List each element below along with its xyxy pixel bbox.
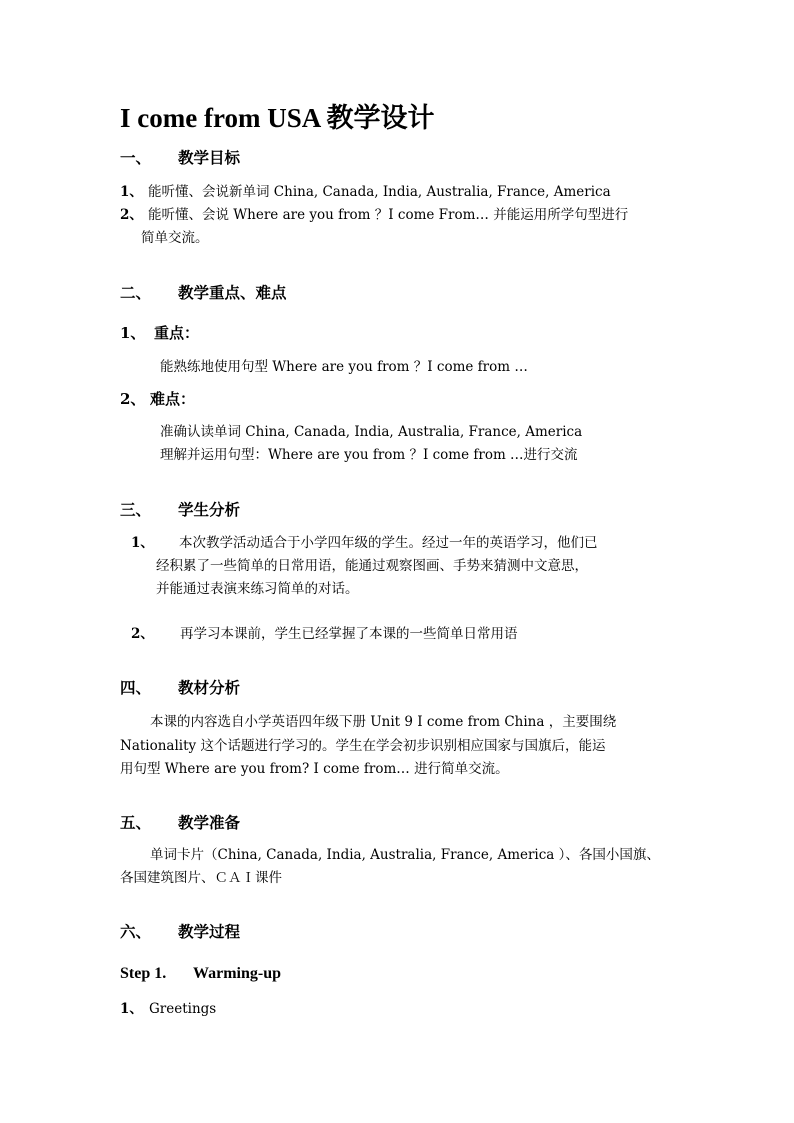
material-analysis-line-3: 用句型 Where are you from? I come from… 进行简单交流。 [120, 761, 509, 777]
keypoint-number: 1、 [120, 324, 146, 342]
keypoint-text: 能熟练地使用句型 Where are you from ？I come from … [160, 359, 528, 375]
student-analysis-1-line-1: 本次教学活动适合于小学四年级的学生。经过一年的英语学习，他们已 [179, 535, 598, 551]
teaching-prep-line-1: 单词卡片（China, Canada, India, Australia, France, America ）、各国小国旗、 [150, 847, 660, 863]
page-title: I come from USA 教学设计 [120, 103, 435, 133]
goal-2-text-cont: 简单交流。 [141, 230, 209, 246]
section-2-number: 二、 [120, 283, 152, 302]
difficulty-text-2: 理解并运用句型：Where are you from ？I come from …进行交流 [160, 447, 578, 463]
student-analysis-2-text: 再学习本课前，学生已经掌握了本课的一些简单日常用语 [180, 626, 518, 642]
section-4-number: 四、 [120, 678, 152, 697]
step-1-label: Step 1. [120, 965, 167, 982]
section-5-number: 五、 [120, 813, 152, 832]
difficulty-text-1: 准确认读单词 China, Canada, India, Australia, France, America [160, 424, 583, 440]
difficulty-number: 2、 [120, 390, 146, 408]
section-6-number: 六、 [120, 922, 152, 941]
section-3-heading: 学生分析 [178, 500, 241, 519]
teaching-prep-line-2: 各国建筑图片、ＣＡＩ课件 [120, 870, 282, 886]
student-analysis-1-line-3: 并能通过表演来练习简单的对话。 [156, 581, 359, 597]
section-1-heading: 教学目标 [178, 148, 241, 167]
section-3-number: 三、 [120, 500, 152, 519]
goal-1-text: 能听懂、会说新单词 China, Canada, India, Australia, France, America [148, 184, 611, 200]
section-6-heading: 教学过程 [178, 922, 241, 941]
student-analysis-1-number: 1、 [131, 535, 154, 551]
process-item-1-number: 1、 [120, 1001, 143, 1017]
keypoint-label: 重点： [154, 324, 200, 342]
goal-2-number: 2、 [120, 207, 143, 223]
section-2-heading: 教学重点、难点 [178, 283, 287, 302]
step-1-title: Warming-up [193, 965, 282, 982]
material-analysis-line-1: 本课的内容选自小学英语四年级下册 Unit 9 I come from China ，主要围绕 [150, 714, 617, 730]
student-analysis-1-line-2: 经积累了一些简单的日常用语，能通过观察图画、手势来猜测中文意思， [156, 558, 588, 574]
difficulty-label: 难点： [150, 390, 196, 408]
section-5-heading: 教学准备 [178, 813, 241, 832]
section-4-heading: 教材分析 [178, 678, 241, 697]
section-1-number: 一、 [120, 148, 152, 167]
process-item-1-text: Greetings [149, 1001, 217, 1017]
material-analysis-line-2: Nationality 这个话题进行学习的。学生在学会初步识别相应国家与国旗后，能运 [120, 738, 606, 754]
student-analysis-2-number: 2、 [131, 626, 154, 642]
goal-1-number: 1、 [120, 184, 143, 200]
goal-2-text: 能听懂、会说 Where are you from ？I come From… 并能运用所学句型进行 [148, 207, 629, 223]
